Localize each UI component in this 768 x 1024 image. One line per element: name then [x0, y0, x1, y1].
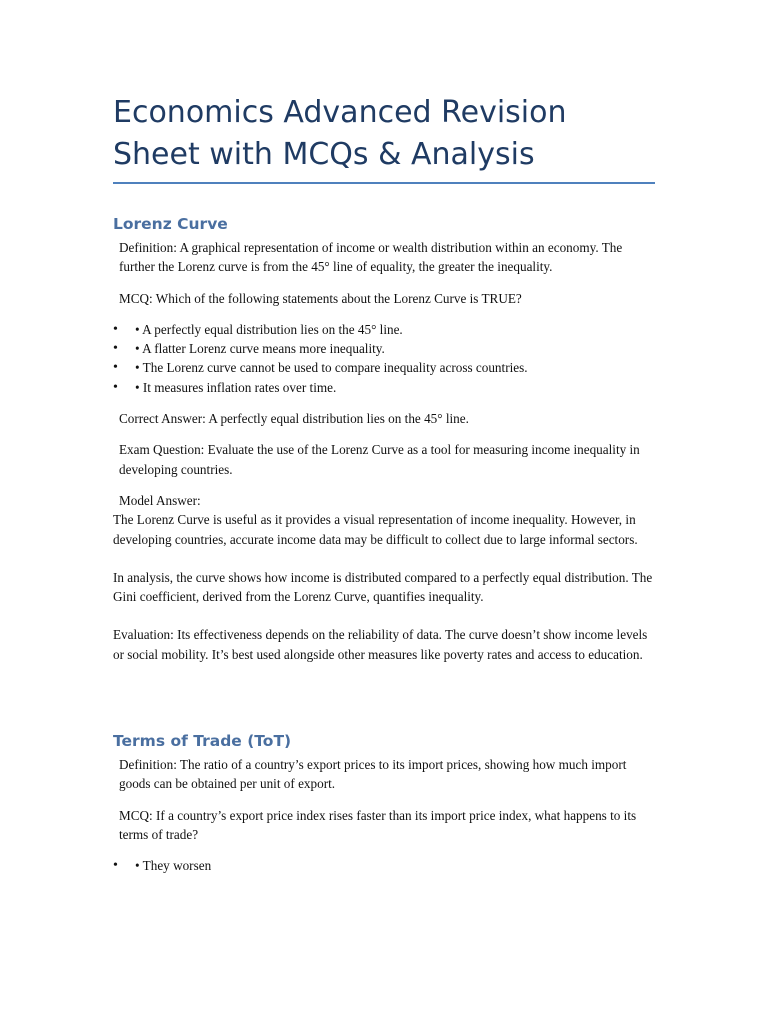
list-item [113, 378, 655, 397]
bullet-icon: • [113, 321, 118, 337]
model-answer-paragraph: Evaluation: Its effectiveness depends on the reliability of data. The curve doesn’t show income levels or social mobility. It’s best used alongside other measures like poverty rates and access to education. [113, 627, 648, 662]
document-page [113, 92, 655, 876]
bullet-icon: • [113, 360, 118, 376]
document-title: Economics Advanced Revision Sheet with MCQs & Analysis [113, 95, 567, 172]
list-item [113, 339, 655, 358]
bullet-icon: • [113, 341, 118, 357]
section-heading: Lorenz Curve [113, 215, 228, 233]
mcq-question: MCQ: Which of the following statements about the Lorenz Curve is TRUE? [119, 290, 522, 306]
model-answer-label: Model Answer: [119, 492, 201, 508]
model-answer-paragraph: The Lorenz Curve is useful as it provides a visual representation of income inequality. However, in developing countries, accurate income data may be difficult to collect due to large informal sectors. [113, 512, 638, 547]
option-text: • A perfectly equal distribution lies on the 45° line. [135, 321, 403, 337]
list-item [113, 320, 655, 339]
mcq-options-list [113, 856, 655, 875]
definition-text: Definition: The ratio of a country’s export prices to its import prices, showing how much import goods can be obtained per unit of export. [119, 757, 627, 792]
exam-question: Exam Question: Evaluate the use of the Lorenz Curve as a tool for measuring income inequality in developing countries. [119, 442, 640, 477]
option-text: • A flatter Lorenz curve means more inequality. [135, 341, 385, 357]
option-text: • It measures inflation rates over time. [135, 379, 337, 395]
option-text: • The Lorenz curve cannot be used to compare inequality across countries. [135, 360, 528, 376]
mcq-question: MCQ: If a country’s export price index rises faster than its import price index, what happens to its terms of trade? [119, 807, 637, 842]
model-answer-paragraph: In analysis, the curve shows how income is distributed compared to a perfectly equal distribution. The Gini coefficient, derived from the Lorenz Curve, quantifies inequality. [113, 569, 653, 605]
correct-answer: Correct Answer: A perfectly equal distribution lies on the 45° line. [119, 411, 469, 427]
bullet-icon: • [113, 858, 118, 874]
bullet-icon: • [113, 379, 118, 395]
option-text: • They worsen [135, 858, 212, 874]
section-heading: Terms of Trade (ToT) [113, 732, 292, 751]
definition-text: Definition: A graphical representation of income or wealth distribution within an economy. The further the Lorenz curve is from the 45° line of equality, the greater the inequality. [119, 240, 623, 275]
section-terms-of-trade [113, 731, 655, 875]
list-item [113, 856, 655, 875]
list-item [113, 358, 655, 377]
section-lorenz-curve [113, 214, 655, 664]
mcq-options-list [113, 320, 655, 397]
